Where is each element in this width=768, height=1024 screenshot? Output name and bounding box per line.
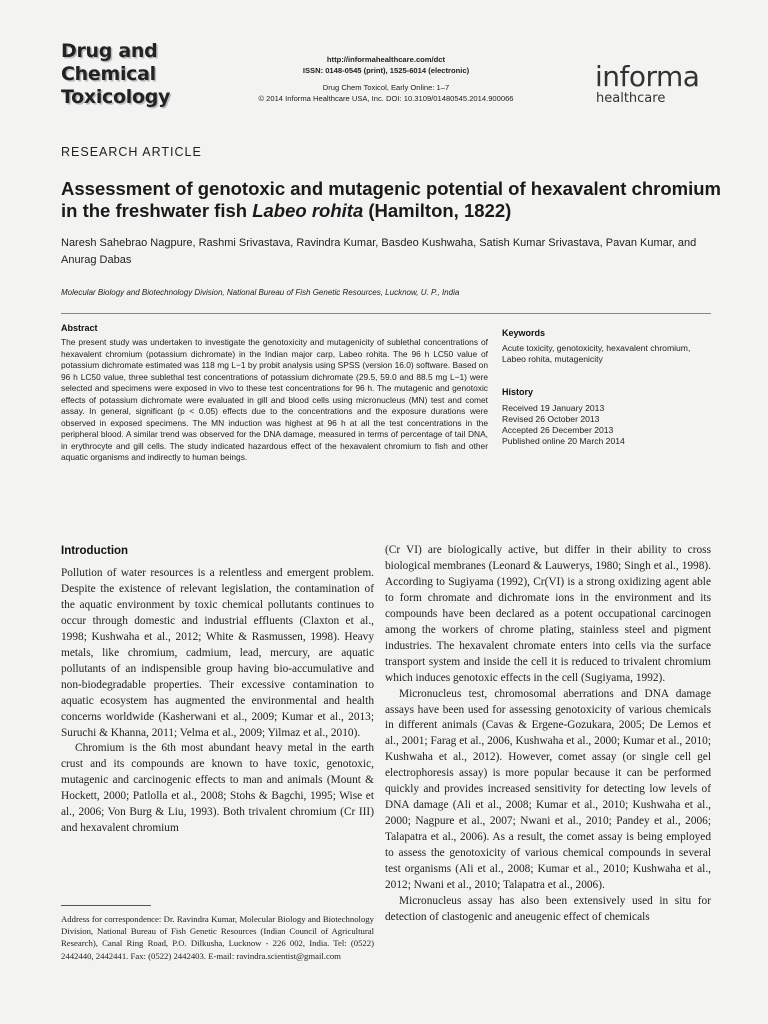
journal-logo-line: Toxicology	[61, 86, 171, 108]
abstract-heading: Abstract	[61, 323, 98, 333]
history-list	[502, 403, 712, 447]
paragraph: Micronucleus assay has also been extensively used in situ for detection of clastogenic and aneugenic effect of chemicals	[385, 894, 711, 923]
header-meta	[236, 55, 536, 104]
history-item: Published online 20 March 2014	[502, 436, 625, 446]
article-title	[61, 178, 721, 222]
divider	[61, 313, 711, 314]
publisher-logo	[595, 62, 699, 106]
footnote-divider	[61, 905, 151, 906]
paragraph: (Cr VI) are biologically active, but differ in their ability to cross biological membranes (Leonard & Lauwerys, 1980; Singh et al., 1998). According to Sugiyama (1992), Cr(VI) is a strong oxidizing agent able to form chromate and dichromate ions in the environment and its compounds have been declared as a potent occupational carcinogen among the workers of chrome plating, stainless steel and pigment industries. The hexavalent chromate enters into cells via the surface transport system and inside the cell it is reduced to trivalent chromium which induces genotoxic effects in the cell (Sugiyama, 1992).	[385, 544, 711, 684]
publisher-name: informa	[595, 60, 700, 93]
copyright: © 2014 Informa Healthcare USA, Inc. DOI: 10.3109/01480545.2014.900066	[258, 93, 514, 103]
abstract-body	[61, 337, 488, 464]
title-species: Labeo rohita	[252, 200, 364, 221]
title-text: (Hamilton, 1822)	[363, 200, 512, 221]
title-text: Assessment of genotoxic and mutagenic potential of hexavalent chromium in the freshwater fish	[61, 178, 721, 221]
history-heading: History	[502, 387, 534, 397]
paragraph: Chromium is the 6th most abundant heavy metal in the earth crust and its compounds are known to have toxic, genotoxic, mutagenic and carcinogenic effects to man and animals (Mount & Hockett, 2000; Patlolla et al., 2008; Stohs & Bagchi, 1995; Wise et al., 2006; Von Burg & Liu, 1993). Both trivalent chromium (Cr III) and hexavalent chromium	[61, 742, 374, 835]
publisher-tagline: healthcare	[596, 91, 666, 106]
journal-logo	[61, 40, 170, 109]
citation: Drug Chem Toxicol, Early Online: 1–7	[322, 83, 450, 92]
correspondence-footnote: Address for correspondence: Dr. Ravindra Kumar, Molecular Biology and Biotechnology Division, National Bureau of Fish Genetic Resources (Indian Council of Agricultural Research), Canal Ring Road, P.O. Dilkusha, Lucknow - 226 002, India. Tel: (0522) 2442440, 2442441. Fax: (0522) 2442403. E-mail: ravindra.scientist@gmail.com	[61, 914, 374, 961]
paragraph: Pollution of water resources is a relentless and emergent problem. Despite the existence of relevant legislation, the contamination of the aquatic environment by toxic chemical pollutants continues to occur through domestic and industrial effluents (Claxton et al., 1998; Kushwaha et al., 2012; White & Rasmussen, 1998). Heavy metals, like chromium, cadmium, lead, mercury, are aquatic pollutants of an indispensible group having bio-accumulative and non-biodegradable properties. Their excessive contamination to aquatic ecosystem has augmented the environmental and health concerns worldwide (Kasherwani et al., 2009; Kumar et al., 2013; Suruchi & Khanna, 2011; Velma et al., 2009; Yilmaz et al., 2010).	[61, 567, 374, 739]
issn: ISSN: 0148-0545 (print), 1525-6014 (electronic)	[302, 65, 470, 75]
introduction-heading: Introduction	[61, 545, 129, 557]
abstract-text: The present study was undertaken to investigate the genotoxicity and mutagenicity of sublethal concentrations of hexavalent chromium (potassium dichromate) in the Indian major carp, Labeo rohita. The 96 h LC50 value of potassium dichromate estimated was 118 mg L−1 by probit analysis using SPSS (version 16.0) software. Based on 96 h LC50 value, three sublethal test concentrations of potassium dichromate (29.5, 59.0 and 88.5 mg L−1) were selected and specimens were exposed in vivo to these test concentrations for 96 h. The mutagenic and genotoxic effects of potassium dichromate were evaluated in gill and blood cells using micronucleus (MN) test and comet assay. In general, significant (p < 0.05) effects due to the concentrations and the exposure durations were observed in exposed specimens. The MN induction was highest at 96 h at all the test concentrations in the peripheral blood. A similar trend was observed for the DNA damage, measured in terms of percentage of tail DNA, in erythrocyte and gill cells. The study indicated hazardous effect of the hexavalent chromium to fish and other aquatic organisms and indirectly to human beings.	[61, 337, 488, 463]
keywords-text: Acute toxicity, genotoxicity, hexavalent chromium, Labeo rohita, mutagenicity	[502, 343, 691, 364]
journal-logo-line: Chemical	[61, 63, 156, 85]
article-type: RESEARCH ARTICLE	[61, 145, 202, 159]
history-item: Accepted 26 December 2013	[502, 425, 614, 435]
authors: Naresh Sahebrao Nagpure, Rashmi Srivastava, Ravindra Kumar, Basdeo Kushwaha, Satish Kumar Srivastava, Pavan Kumar, and Anurag Dabas	[61, 237, 697, 266]
keywords-heading: Keywords	[502, 328, 546, 338]
journal-logo-line: Drug and	[61, 40, 158, 62]
history-item: Revised 26 October 2013	[502, 414, 600, 424]
left-column	[61, 566, 374, 837]
history-item: Received 19 January 2013	[502, 403, 605, 413]
journal-url[interactable]: http://informahealthcare.com/dct	[326, 55, 446, 64]
affiliation: Molecular Biology and Biotechnology Division, National Bureau of Fish Genetic Resources, Lucknow, U. P., India	[61, 288, 460, 297]
right-column	[385, 543, 711, 926]
paragraph: Micronucleus test, chromosomal aberrations and DNA damage assays have been used for assessing genotoxicity of various chemicals in different animals (Cavas & Ergene-Gozukara, 2005; De Lemos et al., 2001; Farag et al., 2006, Kushwaha et al., 2000; Kumar et al., 2010; Kushwaha et al., 2012). However, comet assay (or single cell gel electrophoresis assay) is more popular because it can be performed quickly and provides increased sensitivity for detecting low levels of DNA damage (Ali et al., 2008; Kumar et al., 2010; Kushwaha et al., 2000; Nagpure et al., 2007; Nwani et al., 2010; Pandey et al., 2006; Talapatra et al., 2006). As a result, the comet assay is being employed to assess the genotoxicity of various chemical compounds in several test organisms (Ali et al., 2008; Kumar et al., 2010; Kushwaha et al., 2012; Nwani et al., 2010; Talapatra et al., 2006).	[385, 687, 711, 892]
